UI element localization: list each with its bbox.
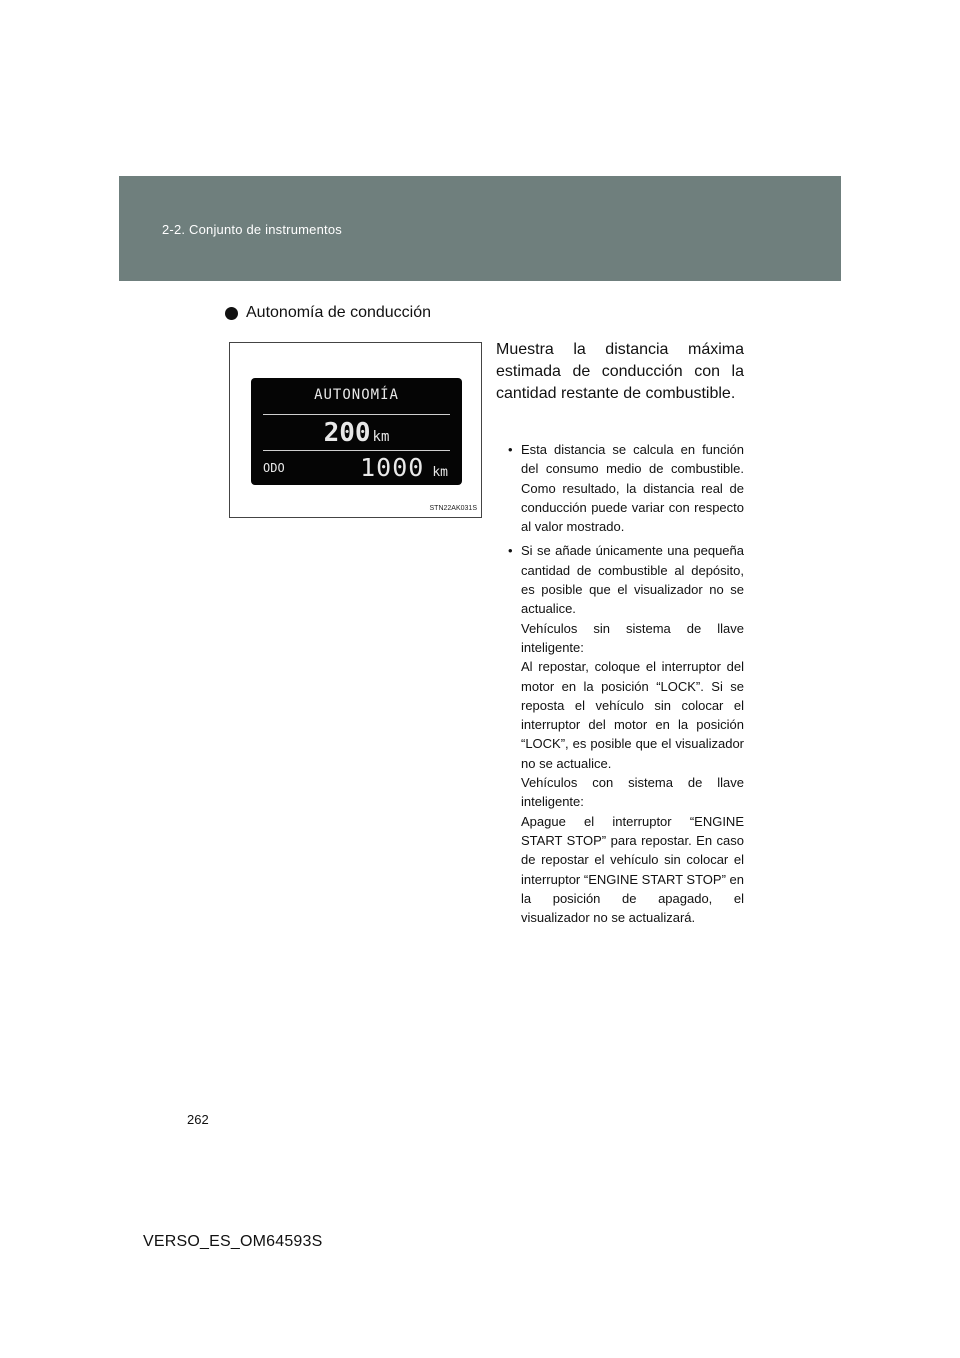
section-header-band (119, 176, 841, 281)
multi-info-display (251, 378, 462, 485)
bullet-circle-icon (225, 307, 238, 320)
subsection-heading (225, 304, 431, 322)
instrument-figure (229, 342, 482, 518)
section-title: 2-2. Conjunto de instrumentos (162, 222, 342, 237)
figure-code: STN22AK031S (429, 505, 477, 512)
page-number: 262 (187, 1112, 209, 1127)
note-item: • Esta distancia se calcula en función del consumo medio de combustible. Como resultado, la distancia real de conducción puede variar con respecto al valor mostrado. (521, 440, 744, 536)
document-code: VERSO_ES_OM64593S (143, 1233, 323, 1250)
display-odo-readout (360, 453, 448, 482)
display-range-unit: km (372, 429, 390, 445)
display-odo-label: ODO (263, 461, 285, 475)
subsection-heading-text: Autonomía de conducción (246, 304, 432, 321)
display-range-value: 200 (323, 418, 371, 448)
display-odo-unit: km (432, 465, 448, 480)
display-range-readout (251, 418, 462, 448)
display-odo-value: 1000 (360, 453, 425, 482)
main-paragraph: Muestra la distancia máxima estimada de conducción con la cantidad restante de combustible. (496, 341, 744, 402)
note-item: • Si se añade únicamente una pequeña cantidad de combustible al depósito, es posible que el visualizador no se actualice. Vehículos sin sistema de llave inteligente: Al repostar, coloque el interruptor del motor en la posición “LOCK”. Si se reposta el vehículo sin colocar el interruptor del motor en la posición “LOCK”, es posible que el visualizador no se actualice. Vehículos con sistema de llave inteligente: Apague el interruptor “ENGINE START STOP” para repostar. En caso de repostar el vehículo sin colocar el interruptor “ENGINE START STOP” en la posición de apagado, el visualizador no se actualizará. (521, 541, 744, 927)
notes-list (521, 440, 744, 932)
display-divider-top (263, 414, 450, 415)
display-title: AUTONOMÍA (314, 387, 399, 403)
display-divider-bottom (263, 450, 450, 451)
